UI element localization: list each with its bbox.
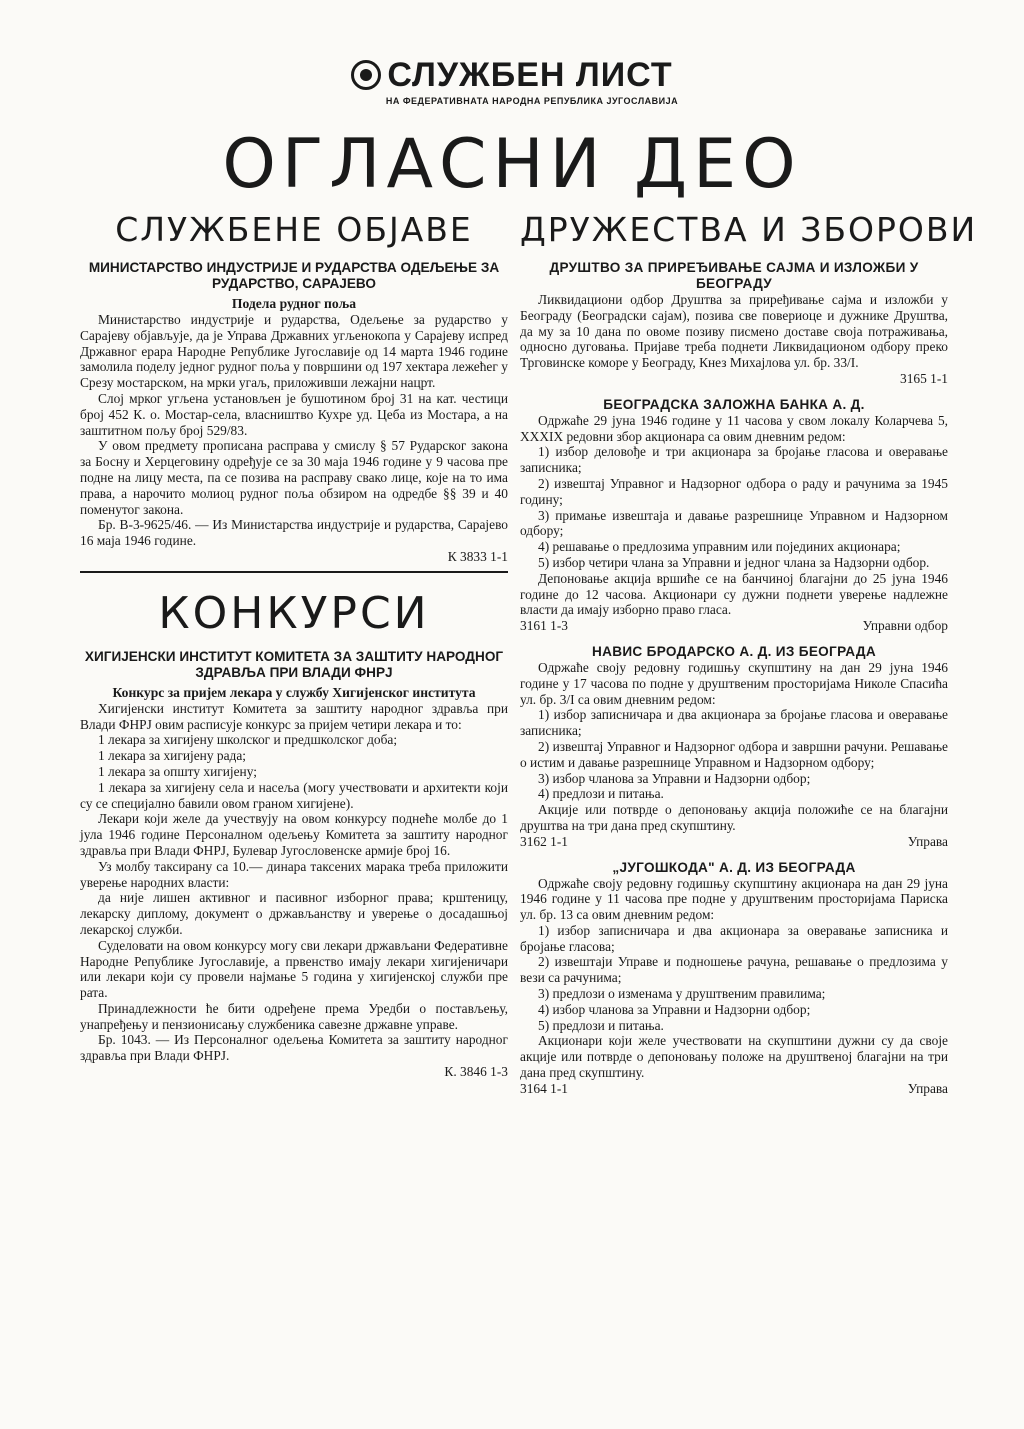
official-notices-heading: СЛУЖБЕНЕ ОБЈАВЕ [115, 210, 473, 249]
section-title: ОГЛАСНИ ДЕО [222, 125, 802, 204]
masthead-title: СЛУЖБЕН ЛИСТ [387, 56, 673, 94]
notice-jugoskoda-item3: 3) предлози о изменама у друштвеним правилима; [538, 986, 826, 1002]
notice-hygiene-subtitle: Конкурс за пријем лекара у службу Хигијенског института [112, 684, 476, 700]
notice-bank-item4: 4) решавање о предлозима управним или појединих акционара; [538, 539, 901, 555]
notice-jugoskoda-org: „ЈУГОШКОДА" А. Д. ИЗ БЕОГРАДА [612, 859, 856, 875]
notice-bank-item1: 1) избор деловође и три акционара за бројање гласова и оверавање записника; [520, 444, 948, 476]
notice-hygiene-item1: 1 лекара за хигијену школског и предшколског доба; [98, 732, 398, 748]
notice-bank-item5: 5) избор четири члана за Управни и једног члана за Надзорни одбор. [538, 554, 930, 570]
notice-bank-signature: Управни одбор [862, 618, 948, 634]
notice-navis-footer [520, 834, 948, 850]
notice-navis-item4: 4) предлози и питања. [538, 786, 664, 802]
notice-bank-p1: Одржаће 29 јуна 1946 године у 11 часова у свом локалу Коларчева 5, XXXIX редовни збор акционара са овим дневним редом: [520, 412, 948, 444]
notice-navis-org: НАВИС БРОДАРСКО А. Д. ИЗ БЕОГРАДА [592, 643, 876, 659]
notice-hygiene-p5: Суделовати на овом конкурсу могу сви лекари држављани Федеративне Народне Републике Југославије, а првенство имају лекари хигијеничари или лекари који су провели најмање 5 година у хигијенској служби пре рата. [80, 937, 508, 1001]
left-column [80, 210, 508, 1080]
notice-bank-p2: Депоновање акција вршиће се на банчиној благајни до 25 јуна 1946 године до 12 часова. Акционари су дужни поднети уверење надлежне власти да имају изборно право гласа. [520, 570, 948, 618]
divider [80, 571, 508, 573]
notice-hygiene-p6: Принадлежности ће бити одређене према Уредби о постављењу, унапређењу и пензионисању службеника савезне државне управе. [80, 1000, 508, 1032]
notice-jugoskoda-p2: Акционари који желе учествовати на скупштини дужни су да своје акције или потврде о депоновању положе на друштвеној благајни на три дана пред скупштину. [520, 1033, 948, 1081]
right-column [520, 210, 978, 1097]
notice-bank-item3: 3) примање извештаја и давање разрешнице Управном и Надзорном одбору; [520, 507, 948, 539]
notice-hygiene-p7: Бр. 1043. — Из Персоналног одељења Комитета за заштиту народног здравља при Влади ФНРЈ. [80, 1032, 508, 1064]
societies-heading: ДРУЖЕСТВА И ЗБОРОВИ [520, 210, 978, 249]
notice-ministry-code: К 3833 1-1 [447, 548, 508, 564]
notice-jugoskoda-footer [520, 1081, 948, 1097]
notice-fair-p1: Ликвидациони одбор Друштва за приређивање сајма и изложби у Београду (Београдски сајам), позива све повериоце и дужнике Друштва, да му за 10 дана по овоме позиву писмено доставе своја потраживања, односно дуговања. Пријаве треба поднети Ликвидационом одбору преко Трговинске коморе у Београду, Кнез Михајлова ул. бр. 33/I. [520, 292, 948, 371]
notice-jugoskoda-item1: 1) избор записничара и два акционара за оверавање записника и бројање гласова; [520, 922, 948, 954]
notice-jugoskoda-p1: Одржаће своју редовну годишњу скупштину акционара на дан 29 јуна 1946 године у 11 часова пре подне у друштвеним просторијама Париска ул. бр. 13 са овим дневним редом: [520, 875, 948, 923]
notice-ministry-subtitle: Подела рудног поља [231, 296, 357, 311]
notice-navis-code: 3162 1-1 [520, 833, 568, 849]
notice-bank-footer [520, 618, 948, 634]
notice-hygiene-org: ХИГИЈЕНСКИ ИНСТИТУТ КОМИТЕТА ЗА ЗАШТИТУ НАРОДНОГ ЗДРАВЉА ПРИ ВЛАДИ ФНРЈ [84, 648, 504, 680]
notice-navis-p1: Одржаће своју редовну годишњу скупштину на дан 29 јуна 1946 године у 17 часова по подне у друштвеним просторијама Николе Спасића ул. бр. 3/I са овим дневним редом: [520, 659, 948, 707]
masthead-subtitle: НА ФЕДЕРАТИВНАТА НАРОДНА РЕПУБЛИКА ЈУГОСЛАВИЈА [385, 96, 679, 106]
notice-hygiene-item2: 1 лекара за хигијену рада; [98, 748, 246, 764]
notice-hygiene-p1: Хигијенски институт Комитета за заштиту народног здравља при Влади ФНРЈ овим расписује конкурс за пријем четири лекара и то: [80, 700, 508, 732]
notice-navis [520, 644, 948, 850]
competitions-heading: КОНКУРСИ [158, 587, 430, 639]
state-emblem-icon [351, 60, 381, 90]
notice-hygiene-p3: Уз молбу таксирану са 10.— динара таксених марака треба приложити уверење народних власти: [80, 858, 508, 890]
notice-jugoskoda-code: 3164 1-1 [520, 1080, 568, 1096]
notice-hygiene-item3: 1 лекара за општу хигијену; [98, 763, 257, 779]
notice-hygiene-institute [80, 649, 508, 1080]
notice-navis-item2: 2) извештај Управног и Надзорног одбора и завршни рачуни. Решавање о истим и давање разрешнице Управном и Надзорном одбору; [520, 738, 948, 770]
notice-fair-code: 3165 1-1 [900, 370, 948, 386]
notice-hygiene-p4: да није лишен активног и пасивног изборног права; крштеницу, лекарску диплому, документ о држављанству и уверење о досадашњој лекарској служби. [80, 890, 508, 937]
notice-jugoskoda-signature: Управа [907, 1080, 948, 1096]
notice-fair-society [520, 260, 948, 387]
notice-bank-code: 3161 1-3 [520, 618, 568, 634]
notice-bank-item2: 2) извештај Управног и Надзорног одбора о раду и рачунима за 1945 годину; [520, 475, 948, 507]
notice-ministry-p2: Слој мрког угљена установљен је бушотином број 31 на кат. честици број 452 К. о. Мостар-села, власништво Кухре уд. Цеба из Мостара, а на заштитном пољу број 529/83. [80, 390, 508, 438]
notice-navis-signature: Управа [907, 833, 948, 849]
masthead [0, 58, 1024, 106]
notice-jugoskoda-item4: 4) избор чланова за Управни и Надзорни одбор; [538, 1001, 811, 1017]
notice-ministry-org: МИНИСТАРСТВО ИНДУСТРИЈЕ И РУДАРСТВА ОДЕЉЕЊЕ ЗА РУДАРСТВО, САРАЈЕВО [88, 260, 500, 291]
masthead-row [351, 58, 672, 92]
notice-bank-org: БЕОГРАДСКА ЗАЛОЖНА БАНКА А. Д. [603, 396, 865, 412]
notice-ministry-p4: Бр. В-3-9625/46. — Из Министарства индустрије и рударства, Сарајево 16 маја 1946 године. [80, 517, 508, 549]
notice-fair-org: ДРУШТВО ЗА ПРИРЕЂИВАЊЕ САЈМА И ИЗЛОЖБИ У БЕОГРАДУ [549, 260, 919, 291]
notice-jugoskoda-item2: 2) извештаји Управе и подношење рачуна, решавање о предлозима у вези са рачунима; [520, 954, 948, 986]
notice-hygiene-p2: Лекари који желе да учествују на овом конкурсу поднеће молбе до 1 јула 1946 године Персоналном одељењу Комитета за заштиту народног здравља при Влади ФНРЈ, Булевар Југословенске армије број 16. [80, 811, 508, 858]
notice-jugoskoda [520, 860, 948, 1097]
notice-jugoskoda-item5: 5) предлози и питања. [538, 1017, 664, 1033]
notice-navis-p2: Акције или потврде о депоновању акција положиће се на благајни друштва на три дана пред скупштину. [520, 802, 948, 833]
notice-ministry [80, 260, 508, 565]
notice-ministry-p1: Министарство индустрије и рударства, Одељење за рударство у Сарајеву објављује, да је Управа Државних угљенокопа у Сарајеву испред Државног ерара Народне Републике Југославије од 14 марта 1946 године замолила поделу једног рудног поља у површини од 197 хектара лежећег у Срезу мостарском, на мрки угаљ, приложивши лежајни нацрт. [80, 312, 508, 391]
notice-pledge-bank [520, 397, 948, 634]
notice-ministry-p3: У овом предмету прописана расправа у смислу § 57 Рударског закона за Босну и Херцеговину одређује се за 30 маја 1946 године у 9 часова пре подне на лицу места, па се позива на расправу свако лице, које на то има права, а нарочито молиоц рудног поља обзиром на одредбе §§ 39 и 40 поменутог закона. [80, 438, 508, 517]
notice-navis-item3: 3) избор чланова за Управни и Надзорни одбор; [538, 770, 811, 786]
notice-hygiene-code: К. 3846 1-3 [444, 1064, 508, 1080]
notice-hygiene-item4: 1 лекара за хигијену села и насеља (могу учествовати и архитекти који су се специјално бавили овом граном хигијене). [80, 779, 508, 811]
notice-navis-item1: 1) избор записничара и два акционара за бројање гласова и оверавање записника; [520, 707, 948, 739]
